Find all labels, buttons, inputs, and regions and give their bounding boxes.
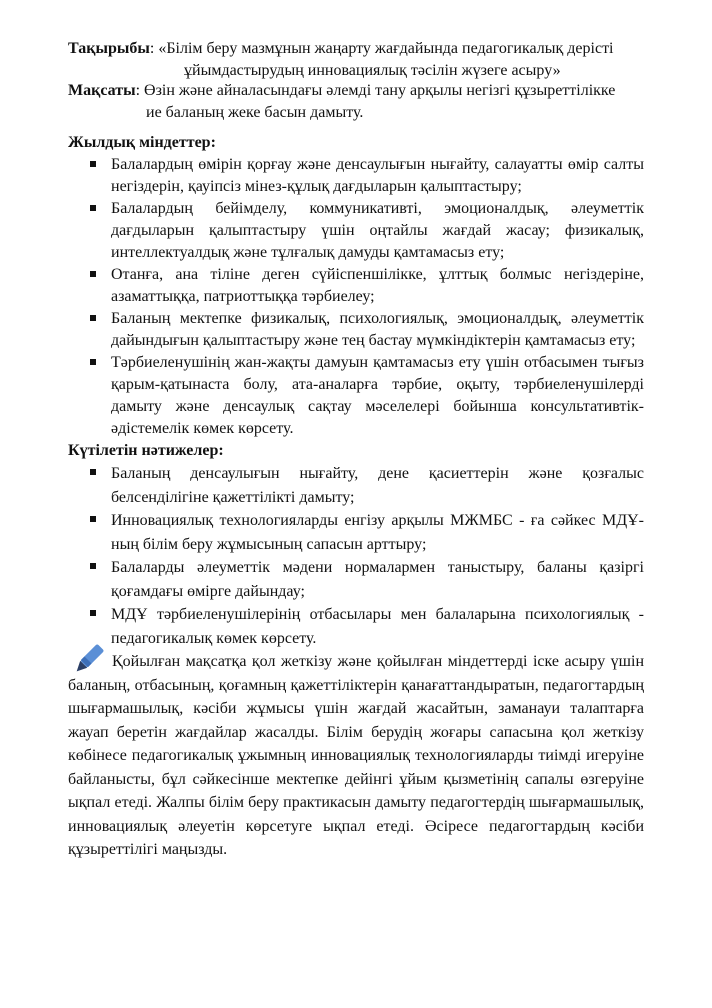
list-item: Балалардың бейімделу, коммуникативті, эмоционалдық, әлеуметтік дағдыларын қалыптастыру үшін оңтайлы жағдай жасау; физикалық, интеллектуалдық және тұлғалық дамуды қамтамасыз ету; [68,198,644,264]
bullet-icon [90,516,96,522]
bullet-icon [90,315,96,321]
bullet-icon [90,610,96,616]
topic-block [68,38,658,82]
topic-text-line1: : «Білім беру мазмұнын жаңарту жағдайында педагогикалық дерісті [149,40,614,57]
bullet-icon [90,161,96,167]
bullet-icon [90,469,96,475]
topic-text-line2: ұйымдастырудың инновациялық тәсілін жүзеге асыру» [184,62,561,79]
goal-text-line1: : Өзін және айналасындағы әлемді тану арқылы негізгі құзыреттілікке [135,82,616,99]
bullet-icon [90,359,96,365]
topic-label: Тақырыбы [68,40,150,57]
goal-text-line2: ие баланың жеке басын дамыту. [146,104,364,121]
annual-tasks-list [68,154,644,440]
list-item: Тәрбиеленушінің жан-жақты дамуын қамтамасыз ету үшін отбасымен тығыз қарым-қатынаста болу, ата-аналарға тәрбие, оқыту, тәрбиеленушілерді дамыту және денсаулық сақтау мәселелері бойынша консультативтік-әдістемелік көмек көрсету. [68,352,644,440]
goal-label: Мақсаты [68,82,136,99]
list-item: Отанға, ана тіліне деген сүйіспеншілікке, ұлттық болмыс негіздеріне, азаматтыққа, патриоттыққа тәрбиелеу; [68,264,644,308]
bullet-icon [90,271,96,277]
list-item: Инновациялық технологияларды енгізу арқылы МЖМБС - ға сәйкес МДҰ-ның білім беру жұмысының сапасын арттыру; [68,509,644,556]
expected-results-title: Күтілетін нәтижелер: [68,442,224,459]
expected-results-list [68,462,644,650]
list-item: Балаларды әлеуметтік мәдени нормалармен таныстыру, баланы қазіргі қоғамдағы өмірге дайындау; [68,556,644,603]
annual-tasks-title: Жылдық міндеттер: [68,134,216,151]
list-item: Баланың мектепке физикалық, психологиялық, эмоционалдық, әлеуметтік дайындығын қалыптастыру және тең бастау мүмкіндіктерін қамтамасыз ету; [68,308,644,352]
list-item: МДҰ тәрбиеленушілерінің отбасылары мен балаларына психологиялық - педагогикалық көмек көрсету. [68,603,644,650]
bullet-icon [90,563,96,569]
bullet-icon [90,205,96,211]
goal-block [68,80,658,124]
list-item: Балалардың өмірін қорғау және денсаулығын нығайту, салауатты өмір салты негіздерін, қауіпсіз мінез-құлық дағдыларын қалыптастыру; [68,154,644,198]
list-item: Баланың денсаулығын нығайту, дене қасиеттерін және қозғалыс белсенділігіне қажеттілікті дамыту; [68,462,644,509]
body-paragraph: Қойылған мақсатқа қол жеткізу және қойылған міндеттерді іске асыру үшін баланың, отбасының, қоғамның қажеттіліктерін қанағаттандыратын, педагогтардың шығармашылық, кәсіби жұмысы үшін жағдай жасайтын, заманауи талаптарға жауап беретін жағдайлар жасалды. Білім берудің жоғары сапасына қол жеткізу көбінесе педагогикалық ұжымның инновациялық технологияларды тиімді игеруіне байланысты, бұл сәйкесінше мектепке дейінгі ұйым қызметінің сапалы өзгеруіне ықпал етеді. Жалпы білім беру практикасын дамыту педагогтердің шығармашылық, инновациялық әлеуетін көрсетуге ықпал етеді. Әсіресе педагогтардың кәсіби құзыреттілігі маңызды. [68,653,644,858]
